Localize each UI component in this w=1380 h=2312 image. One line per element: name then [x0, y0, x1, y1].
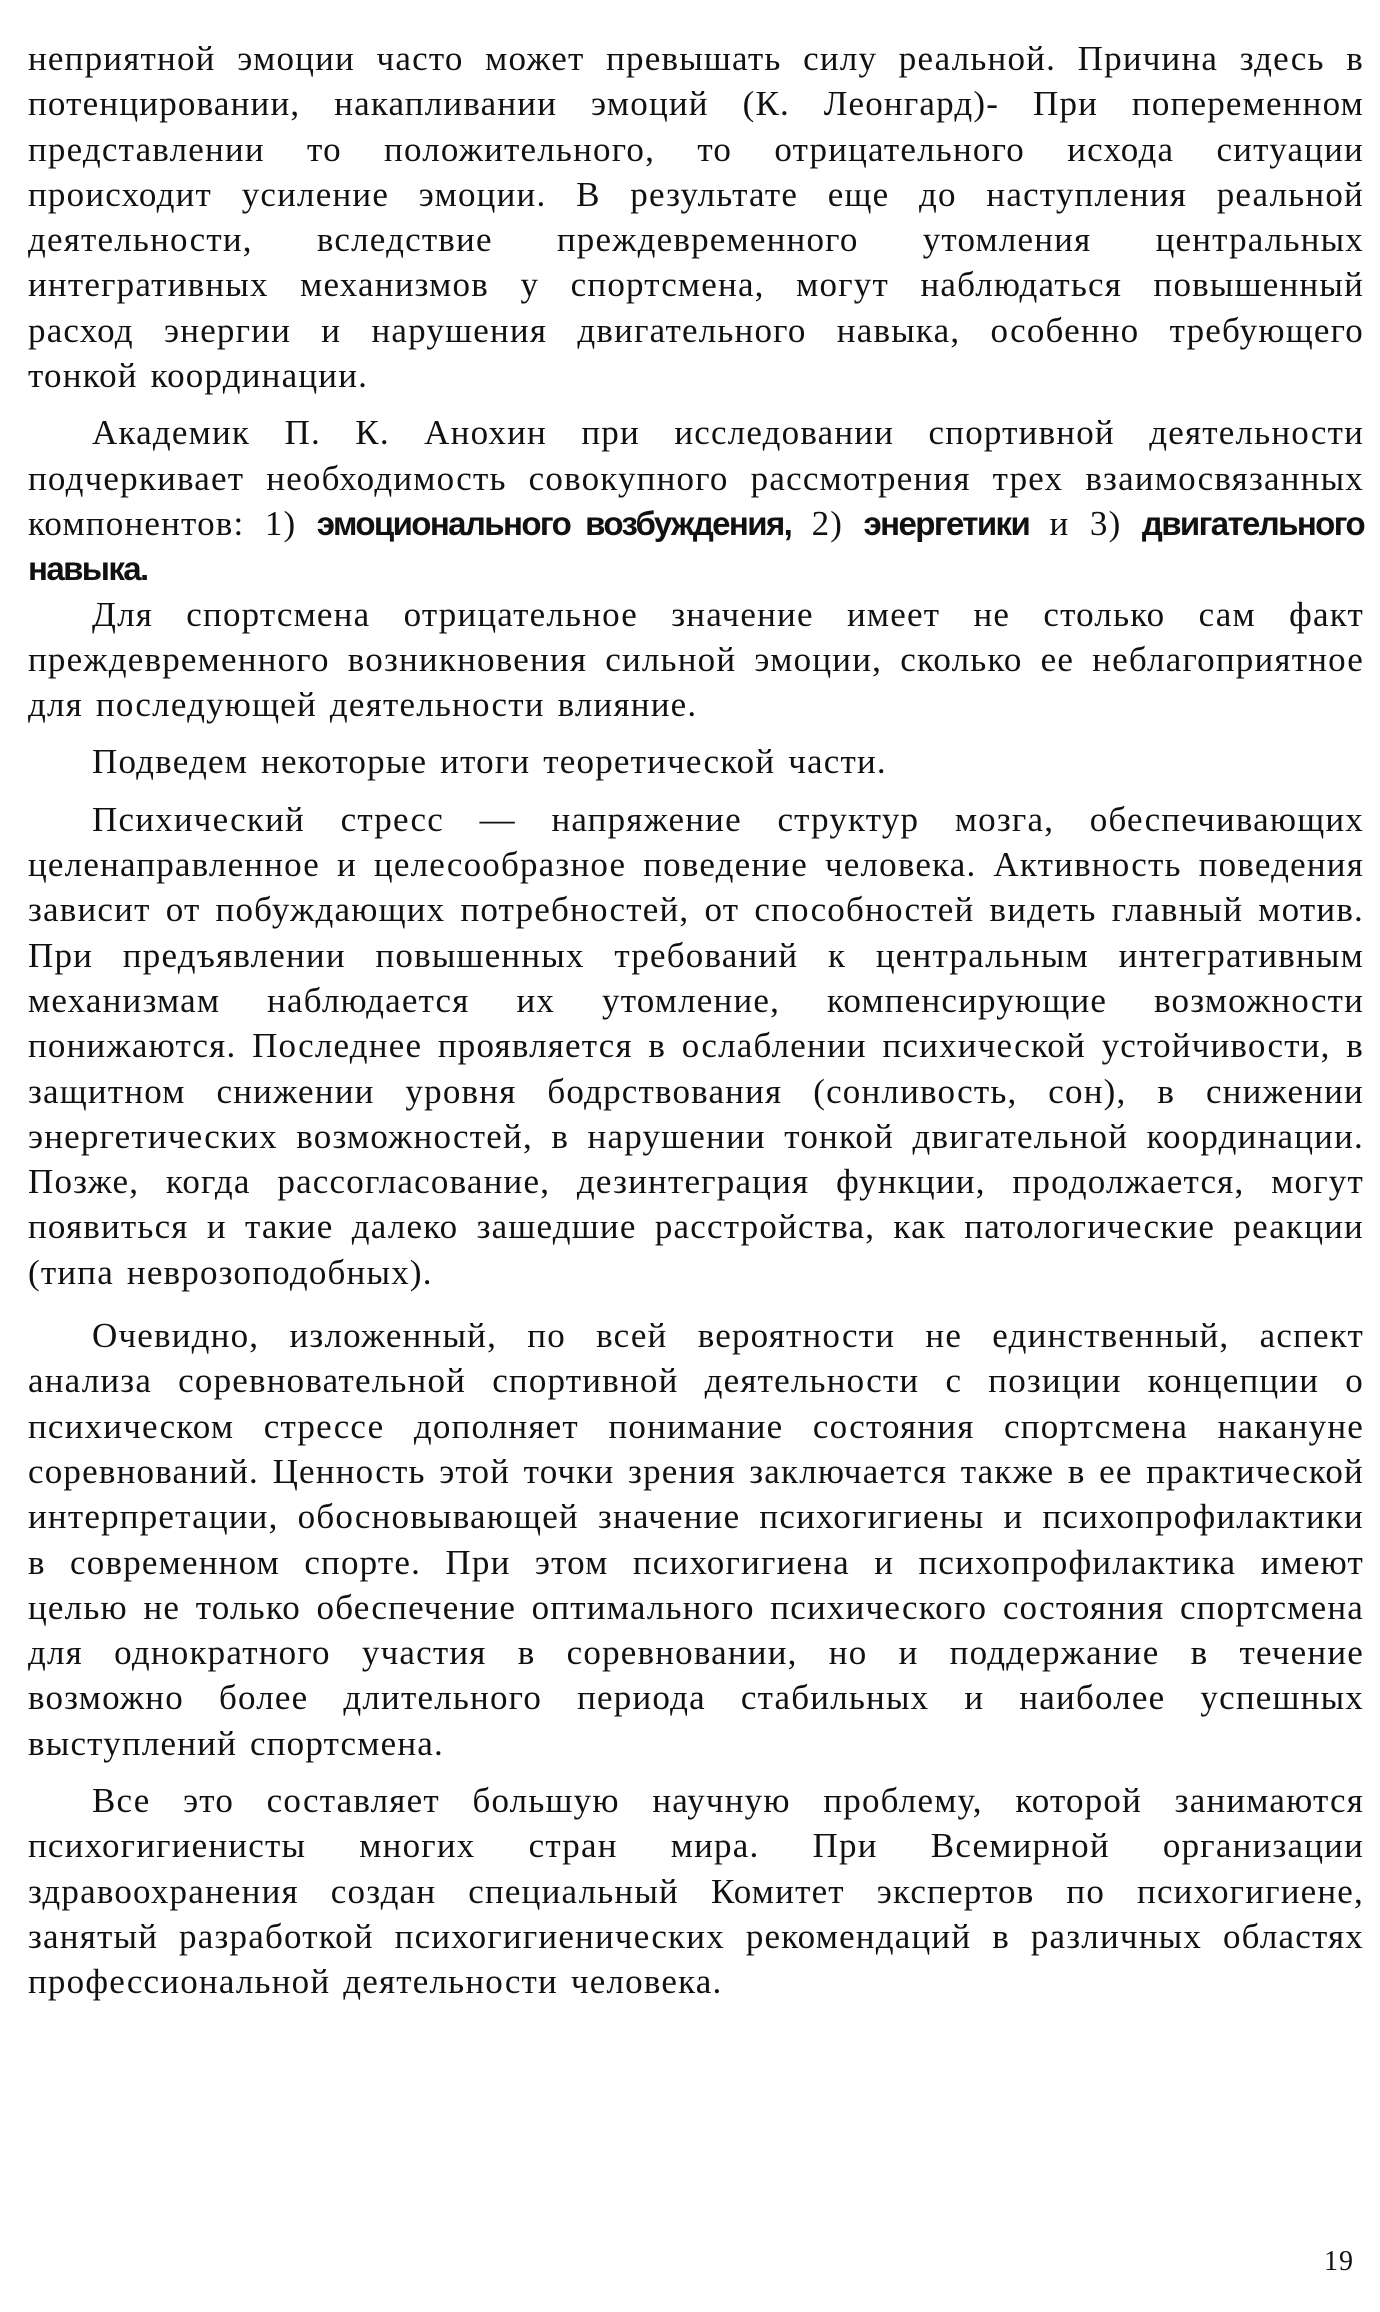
paragraph-2-connector-1: 2)	[791, 503, 864, 543]
emphasis-energetics: энергетики	[863, 504, 1030, 542]
paragraph-5: Психический стресс — напряжение структур мозга, обеспечивающих целенаправленное и целесообразное поведение человека. Активность поведения зависит от побуждающих потребностей, от способностей видеть главный мотив. При предъявлении повышенных требований к центральным интегративным механизмам наблюдается их утомление, компенсирующие возможности понижаются. Последнее проявляется в ослаблении психической устойчивости, в защитном снижении уровня бодрствования (сонливость, сон), в снижении энергетических возможностей, в нарушении тонкой двигательной координации. Позже, когда рассогласование, дезинтеграция функции, продолжается, могут появиться и такие далеко зашедшие расстройства, как патологические реакции (типа неврозоподобных).	[28, 799, 1364, 1292]
page-number: 19	[1324, 2246, 1354, 2277]
paragraph-4: Подведем некоторые итоги теоретической части.	[92, 742, 887, 782]
paragraph-3: Для спортсмена отрицательное значение имеет не столько сам факт преждевременного возникновения сильной эмоции, сколько ее неблагоприятное для последующей деятельности влияние.	[28, 594, 1364, 725]
page-body	[28, 36, 1364, 2004]
paragraph-2-text: Академик П. К. Анохин при исследовании спортивной деятельности подчеркивает необходимость совокупного рассмотрения трех взаимосвязанных компонентов: 1)	[28, 413, 1364, 543]
paragraph-1: неприятной эмоции часто может превышать силу реальной. Причина здесь в потенцировании, накапливании эмоций (К. Леонгард)- При попеременном представлении то положительного, то отрицательного исхода ситуации происходит усиление эмоции. В результате еще до наступления реальной деятельности, вследствие преждевременного утомления центральных интегративных механизмов у спортсмена, могут наблюдаться повышенный расход энергии и нарушения двигательного навыка, особенно требующего тонкой координации.	[28, 39, 1364, 396]
emphasis-motor-skill: двигательного навыка.	[28, 504, 1364, 588]
paragraph-2-connector-2: и 3)	[1029, 503, 1142, 543]
paragraph-7: Все это составляет большую научную проблему, которой занимаются психогигиенисты многих стран мира. При Всемирной организации здравоохранения создан специальный Комитет экспертов по психогигиене, занятый разработкой психогигиенических рекомендаций в различных областях профессиональной деятельности человека.	[28, 1780, 1364, 2002]
paragraph-6: Очевидно, изложенный, по всей вероятности не единственный, аспект анализа соревновательной спортивной деятельности с позиции концепции о психическом стрессе дополняет понимание состояния спортсмена накануне соревнований. Ценность этой точки зрения заключается также в ее практической интерпретации, обосновывающей значение психогигиены и психопрофилактики в современном спорте. При этом психогигиена и психопрофилактика имеют целью не только обеспечение оптимального психического состояния спортсмена для однократного участия в соревновании, но и поддержание в течение возможно более длительного периода стабильных и наиболее успешных выступлений спортсмена.	[28, 1316, 1364, 1763]
emphasis-emotional-arousal: эмоционального возбуждения,	[316, 504, 792, 542]
paragraph-2	[28, 410, 1364, 591]
